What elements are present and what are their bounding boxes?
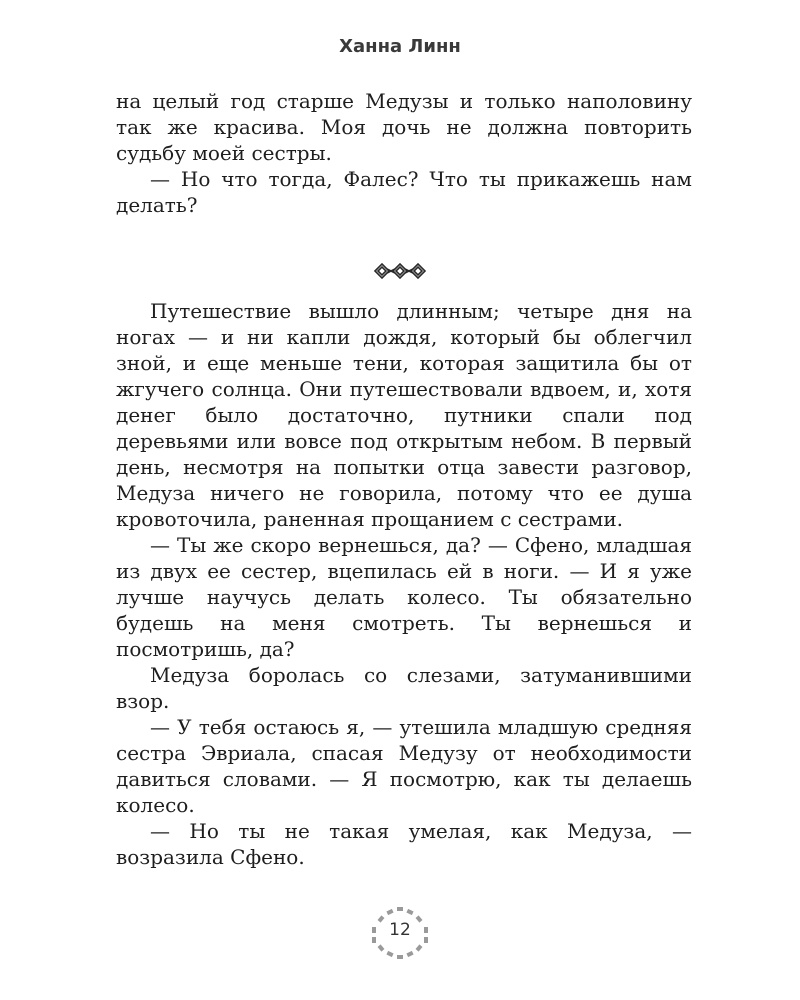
paragraph-dialogue: — Но ты не такая умелая, как Медуза, — возразила Сфено. — [116, 819, 692, 869]
paragraph-narration: Медуза боролась со слезами, затуманившими взор. — [116, 663, 692, 713]
text-block-top — [116, 88, 692, 218]
paragraph-continuation: на целый год старше Медузы и только наполовину так же красива. Моя дочь не должна повторить судьбу моей сестры. — [116, 89, 692, 165]
running-header-author: Ханна Линн — [339, 36, 461, 57]
paragraph-dialogue: — У тебя остаюсь я, — утешила младшую средняя сестра Эвриала, спасая Медузу от необходимости давиться словами. — Я посмотрю, как ты делаешь колесо. — [116, 715, 692, 817]
paragraph-narration: Путешествие вышло длинным; четыре дня на ногах — и ни капли дождя, который бы облегчил зной, и еще меньше тени, которая защитила бы от жгучего солнца. Они путешествовали вдвоем, и, хотя денег было достаточно, путники спали под деревьями или вовсе под открытым небом. В первый день, несмотря на попытки отца завести разговор, Медуза ничего не говорила, потому что ее душа кровоточила, раненная прощанием с сестрами. — [116, 299, 692, 531]
decorative-knot-icon — [373, 262, 427, 280]
page-number: 12 — [389, 920, 411, 940]
paragraph-dialogue: — Но что тогда, Фалес? Что ты прикажешь нам делать? — [116, 167, 692, 217]
paragraph-dialogue: — Ты же скоро вернешься, да? — Сфено, младшая из двух ее сестер, вцепилась ей в ноги. — И я уже лучше научусь делать колесо. Ты обязательно будешь на меня смотреть. Ты вернешься и посмотришь, да? — [116, 533, 692, 661]
text-block-main — [116, 298, 692, 870]
